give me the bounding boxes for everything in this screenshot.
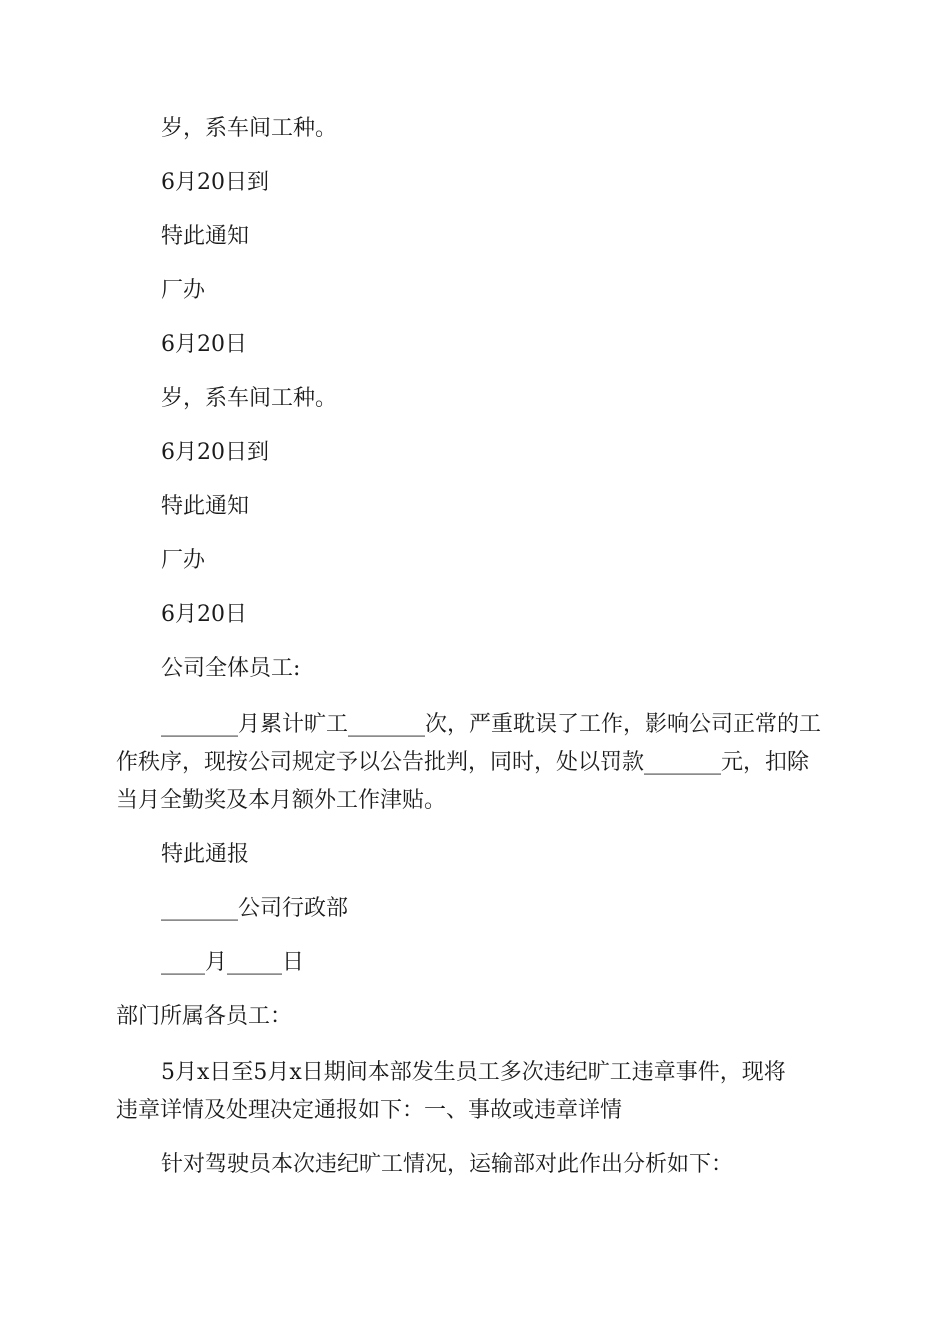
text-line: 厂办 [161,548,206,573]
text-line: 特此通知 [161,494,250,519]
paragraph-line: 当月全勤奖及本月额外工作津贴。 [116,788,447,813]
paragraph-line: 作秩序，现按公司规定予以公告批判，同时，处以罚款_______元，扣除 [116,750,810,775]
text-line: 厂办 [161,278,206,303]
text-line: 特此通知 [161,224,250,249]
paragraph-line: 违章详情及处理决定通报如下：一、事故或违章详情 [116,1098,623,1123]
salutation: 公司全体员工: [161,656,301,681]
text-line: 特此通报 [161,842,250,867]
signature-line: _______公司行政部 [161,896,349,921]
salutation: 部门所属各员工： [116,1004,293,1029]
text-line: 岁，系车间工种。 [161,386,338,411]
paragraph-line: 5月x日至5月x日期间本部发生员工多次违纪旷工违章事件，现将 [161,1060,786,1085]
paragraph-line: _______月累计旷工_______次，严重耽误了工作，影响公司正常的工 [161,712,822,737]
date-line: ____月_____日 [161,950,305,975]
text-line: 6月20日 [161,332,247,357]
text-line: 6月20日 [161,602,247,627]
text-line: 6月20日到 [161,170,269,195]
text-line: 6月20日到 [161,440,269,465]
text-line: 岁，系车间工种。 [161,116,338,141]
text-line: 针对驾驶员本次违纪旷工情况，运输部对此作出分析如下： [161,1152,734,1177]
